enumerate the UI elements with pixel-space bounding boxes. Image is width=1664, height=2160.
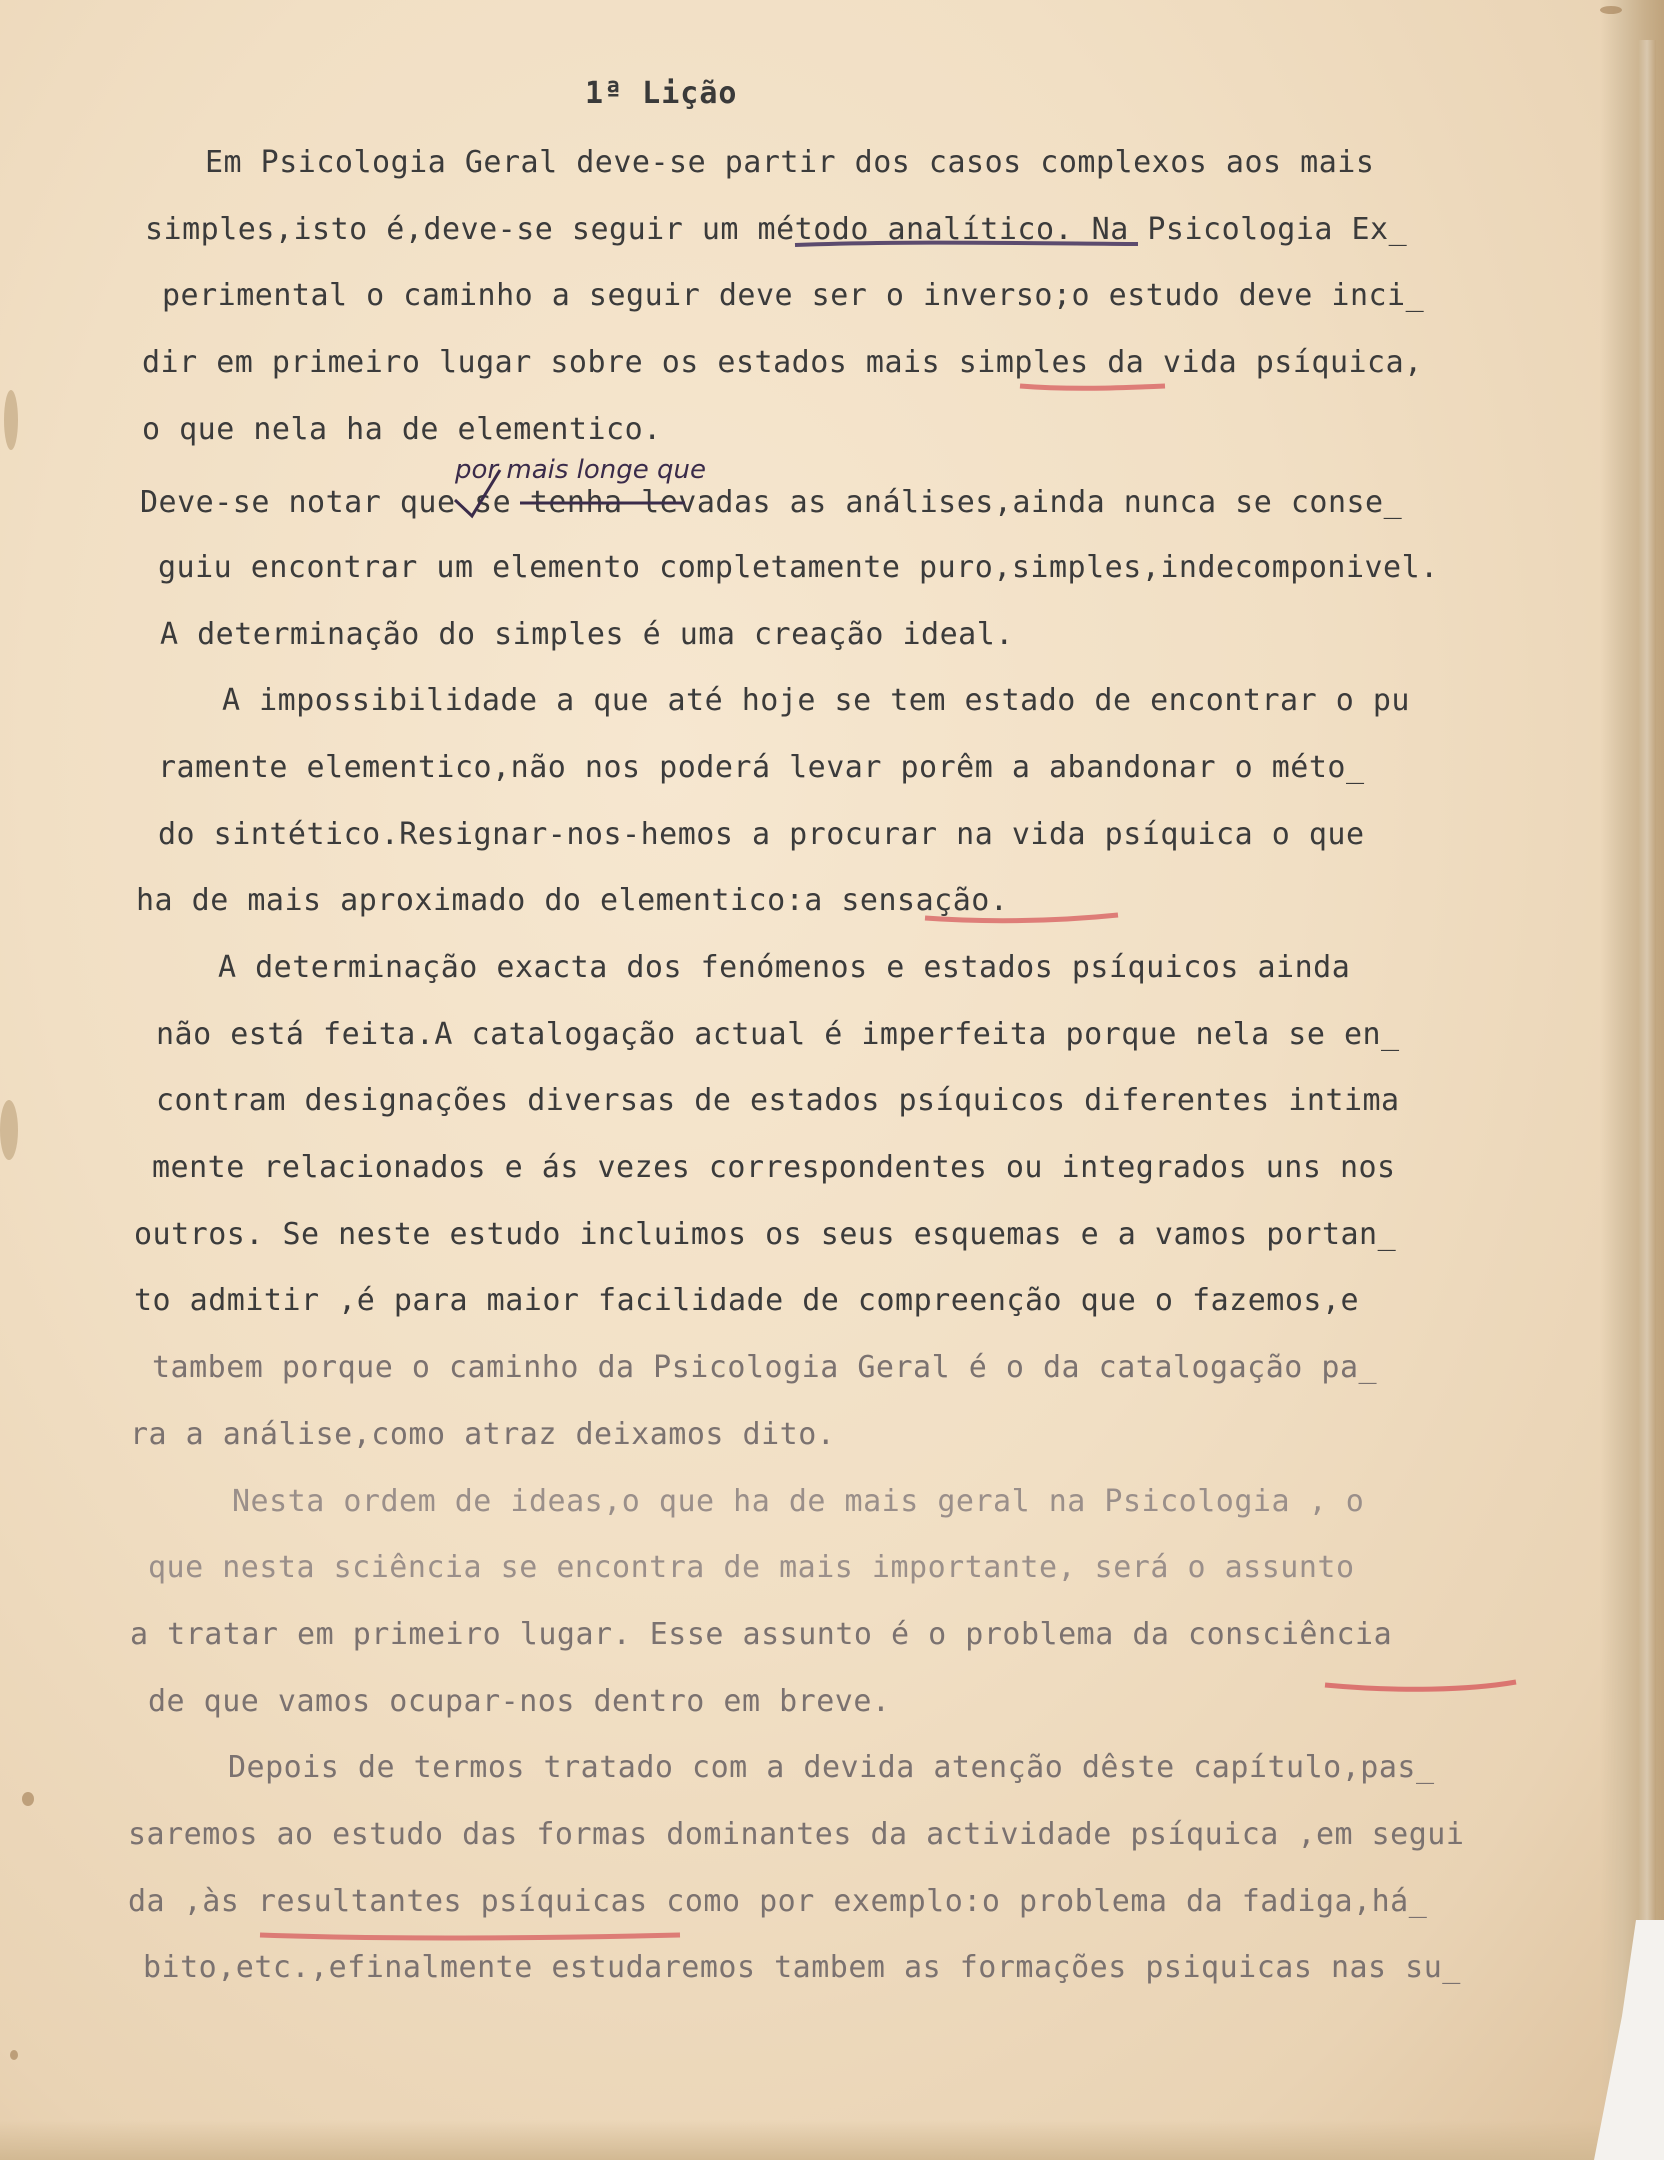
text-line: a tratar em primeiro lugar. Esse assunto é o problema da consciência [130,1617,1393,1652]
text-line: guiu encontrar um elemento completamente puro,simples,indecomponivel. [158,550,1439,585]
text-line: to admitir ,é para maior facilidade de compreenção que o fazemos,e [134,1283,1360,1318]
text-line: contram designações diversas de estados psíquicos diferentes intima [156,1083,1400,1118]
text-line: saremos ao estudo das formas dominantes da actividade psíquica ,em segui [128,1817,1465,1852]
text-line: tambem porque o caminho da Psicologia Geral é o da catalogação pa_ [152,1350,1378,1385]
text-line: outros. Se neste estudo incluimos os seus esquemas e a vamos portan_ [134,1217,1397,1252]
page-title: 1ª Lição [585,76,738,111]
red-underline-resultantes [260,1935,680,1938]
text-line: que nesta sciência se encontra de mais importante, será o assunto [148,1550,1355,1585]
red-underline-simples [1020,386,1165,388]
text-line: da ,às resultantes psíquicas como por exemplo:o problema da fadiga,há_ [128,1884,1428,1919]
text-line: A impossibilidade a que até hoje se tem estado de encontrar o pu [222,683,1410,718]
text-line: ha de mais aproximado do elementico:a sensação. [136,883,1009,918]
red-underline-sensacao [925,915,1118,921]
red-underline-consciencia [1325,1682,1516,1689]
text-line: Deve-se notar que se tenha levadas as análises,ainda nunca se conse_ [140,485,1403,520]
text-line: mente relacionados e ás vezes correspondentes ou integrados uns nos [152,1150,1396,1185]
text-line: Nesta ordem de ideas,o que ha de mais geral na Psicologia , o [232,1484,1365,1519]
text-line: A determinação exacta dos fenómenos e estados psíquicos ainda [218,950,1351,985]
text-line: ra a análise,como atraz deixamos dito. [130,1417,836,1452]
text-line: bito,etc.,efinalmente estudaremos tambem as formações psiquicas nas su_ [143,1950,1461,1985]
text-line: Depois de termos tratado com a devida atenção dêste capítulo,pas_ [228,1750,1435,1785]
text-line: não está feita.A catalogação actual é imperfeita porque nela se en_ [156,1017,1400,1052]
text-line: dir em primeiro lugar sobre os estados mais simples da vida psíquica, [142,345,1423,380]
text-line: de que vamos ocupar-nos dentro em breve. [148,1684,891,1719]
text-line: perimental o caminho a seguir deve ser o inverso;o estudo deve inci_ [162,278,1425,313]
text-line: o que nela ha de elementico. [142,412,662,447]
text-line: ramente elementico,não nos poderá levar porêm a abandonar o méto_ [158,750,1365,785]
text-line: Em Psicologia Geral deve-se partir dos casos complexos aos mais [205,145,1375,180]
handwritten-annotation: por mais longe que [455,455,707,485]
text-line: do sintético.Resignar-nos-hemos a procurar na vida psíquica o que [158,817,1365,852]
caret-mark [455,470,500,516]
ink-underline-metodo-analitico [795,243,1138,245]
text-line: A determinação do simples é uma creação ideal. [160,617,1014,652]
text-line: simples,isto é,deve-se seguir um método analítico. Na Psicologia Ex_ [145,212,1408,247]
